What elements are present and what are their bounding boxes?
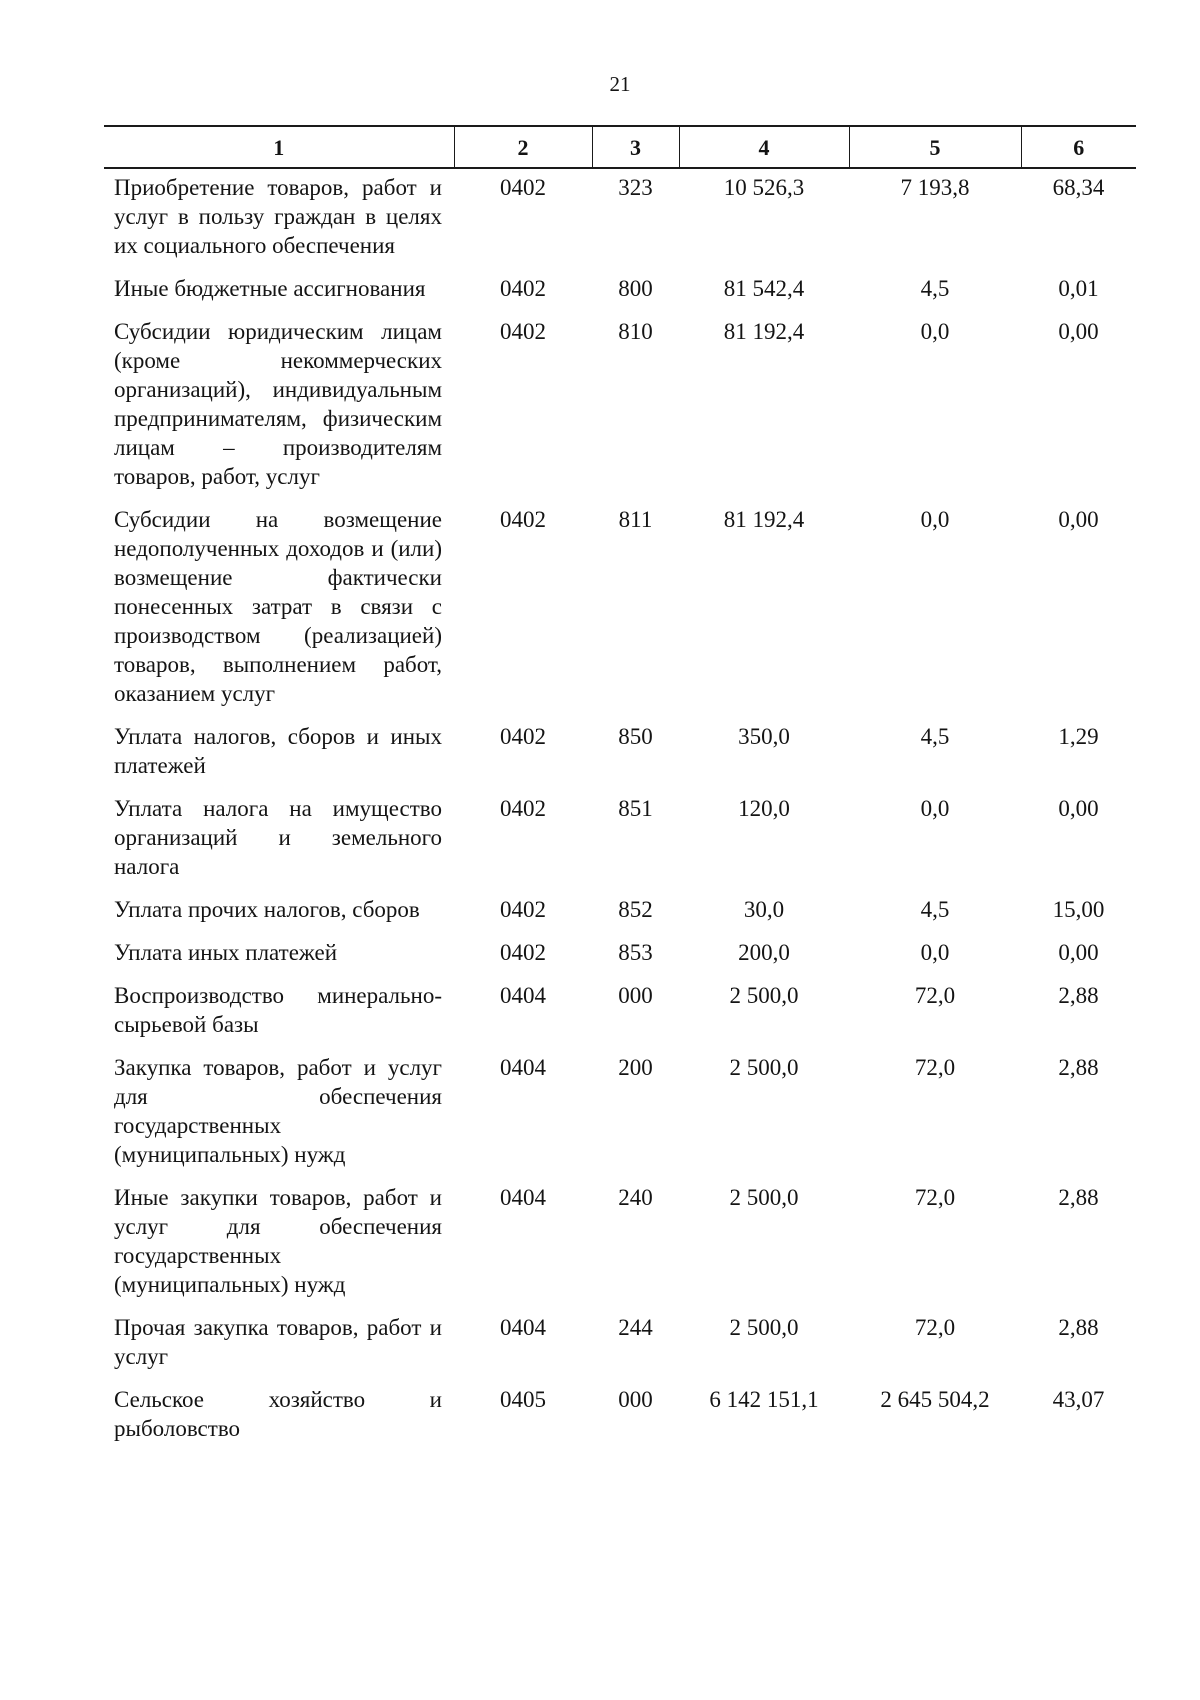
row-value-col6: 43,07 [1052, 1387, 1105, 1412]
row-value-col6: 0,00 [1058, 507, 1099, 532]
row-value-col5: 4,5 [920, 724, 950, 749]
row-value-col4: 30,0 [743, 897, 785, 922]
row-value-col5: 72,0 [914, 1315, 956, 1340]
column-header-6: 6 [1021, 126, 1136, 168]
row-value-col5: 4,5 [920, 276, 950, 301]
row-value-col5: 0,0 [920, 319, 950, 344]
table-row [104, 1053, 1136, 1183]
row-value-col4: 2 500,0 [729, 983, 799, 1008]
row-expense-type: 850 [618, 724, 653, 749]
row-value-col5: 2 645 504,2 [880, 1387, 990, 1412]
row-value-col5: 7 193,8 [900, 175, 970, 200]
row-expense-type: 800 [618, 276, 653, 301]
row-expense-type: 810 [618, 319, 653, 344]
row-value-col5: 72,0 [914, 1185, 956, 1210]
row-value-col6: 0,00 [1058, 940, 1099, 965]
row-description: Приобретение товаров, работ и услуг в пользу граждан в целях их социального обеспечения [114, 175, 442, 258]
row-value-col6: 2,88 [1058, 983, 1099, 1008]
row-section-code: 0402 [500, 724, 546, 749]
row-section-code: 0402 [500, 940, 546, 965]
header-row [104, 126, 1136, 168]
row-value-col5: 72,0 [914, 1055, 956, 1080]
row-description: Иные закупки товаров, работ и услуг для обеспечения государственных (муниципальных) нужд [114, 1185, 442, 1297]
row-description: Уплата иных платежей [114, 940, 338, 965]
table-row [104, 794, 1136, 895]
row-description: Уплата прочих налогов, сборов [114, 897, 420, 922]
row-expense-type: 853 [618, 940, 653, 965]
row-value-col5: 0,0 [920, 507, 950, 532]
row-value-col4: 10 526,3 [723, 175, 805, 200]
table-row [104, 1385, 1136, 1457]
row-section-code: 0402 [500, 796, 546, 821]
row-value-col4: 2 500,0 [729, 1185, 799, 1210]
row-value-col4: 81 542,4 [723, 276, 805, 301]
row-expense-type: 240 [618, 1185, 653, 1210]
row-description: Воспроизводство минерально-сырьевой базы [114, 983, 442, 1037]
row-description: Сельское хозяйство и рыболовство [114, 1387, 442, 1441]
row-description: Иные бюджетные ассигнования [114, 276, 426, 301]
row-section-code: 0402 [500, 175, 546, 200]
row-value-col6: 0,00 [1058, 796, 1099, 821]
page-number: 21 [609, 72, 631, 96]
row-expense-type: 000 [618, 1387, 653, 1412]
column-header-3: 3 [592, 126, 679, 168]
row-value-col6: 2,88 [1058, 1055, 1099, 1080]
row-value-col6: 2,88 [1058, 1315, 1099, 1340]
column-header-5: 5 [849, 126, 1021, 168]
column-header-4: 4 [679, 126, 849, 168]
row-value-col5: 0,0 [920, 796, 950, 821]
row-value-col4: 81 192,4 [723, 319, 805, 344]
table-row [104, 505, 1136, 722]
row-value-col4: 2 500,0 [729, 1055, 799, 1080]
row-expense-type: 000 [618, 983, 653, 1008]
row-expense-type: 811 [618, 507, 653, 532]
row-section-code: 0402 [500, 897, 546, 922]
row-expense-type: 244 [618, 1315, 653, 1340]
row-value-col6: 0,01 [1058, 276, 1099, 301]
table-row [104, 317, 1136, 505]
table-row [104, 1313, 1136, 1385]
table-row [104, 722, 1136, 794]
row-description: Уплата налога на имущество организаций и земельного налога [114, 796, 442, 879]
table-body [104, 168, 1136, 1457]
table-row [104, 168, 1136, 274]
row-expense-type: 323 [618, 175, 653, 200]
row-description: Субсидии на возмещение недополученных доходов и (или) возмещение фактически понесенных затрат в связи с производством (реализацией) товаров, выполнением работ, оказанием услуг [114, 507, 442, 706]
column-header-1: 1 [104, 126, 454, 168]
row-value-col4: 120,0 [738, 796, 790, 821]
row-value-col5: 4,5 [920, 897, 950, 922]
row-section-code: 0404 [500, 1315, 546, 1340]
row-section-code: 0404 [500, 1055, 546, 1080]
row-value-col6: 2,88 [1058, 1185, 1099, 1210]
row-section-code: 0402 [500, 507, 546, 532]
row-description: Закупка товаров, работ и услуг для обеспечения государственных (муниципальных) нужд [114, 1055, 442, 1167]
row-value-col4: 350,0 [738, 724, 790, 749]
row-value-col5: 0,0 [920, 940, 950, 965]
row-section-code: 0402 [500, 319, 546, 344]
row-value-col6: 15,00 [1052, 897, 1105, 922]
row-section-code: 0405 [500, 1387, 546, 1412]
row-description: Прочая закупка товаров, работ и услуг [114, 1315, 442, 1369]
row-value-col4: 200,0 [738, 940, 790, 965]
row-value-col4: 2 500,0 [729, 1315, 799, 1340]
table-row [104, 895, 1136, 938]
row-value-col5: 72,0 [914, 983, 956, 1008]
budget-table [104, 125, 1136, 1457]
row-value-col4: 6 142 151,1 [709, 1387, 819, 1412]
row-expense-type: 851 [618, 796, 653, 821]
row-section-code: 0404 [500, 983, 546, 1008]
row-section-code: 0404 [500, 1185, 546, 1210]
table-row [104, 938, 1136, 981]
row-value-col6: 0,00 [1058, 319, 1099, 344]
table-row [104, 1183, 1136, 1313]
row-value-col6: 68,34 [1052, 175, 1105, 200]
row-expense-type: 852 [618, 897, 653, 922]
row-value-col6: 1,29 [1058, 724, 1099, 749]
column-header-2: 2 [454, 126, 592, 168]
row-value-col4: 81 192,4 [723, 507, 805, 532]
row-expense-type: 200 [618, 1055, 653, 1080]
table-row [104, 274, 1136, 317]
table-row [104, 981, 1136, 1053]
row-description: Субсидии юридическим лицам (кроме некоммерческих организаций), индивидуальным предпринимателям, физическим лицам – производителям товаров, работ, услуг [114, 319, 442, 489]
row-section-code: 0402 [500, 276, 546, 301]
row-description: Уплата налогов, сборов и иных платежей [114, 724, 442, 778]
